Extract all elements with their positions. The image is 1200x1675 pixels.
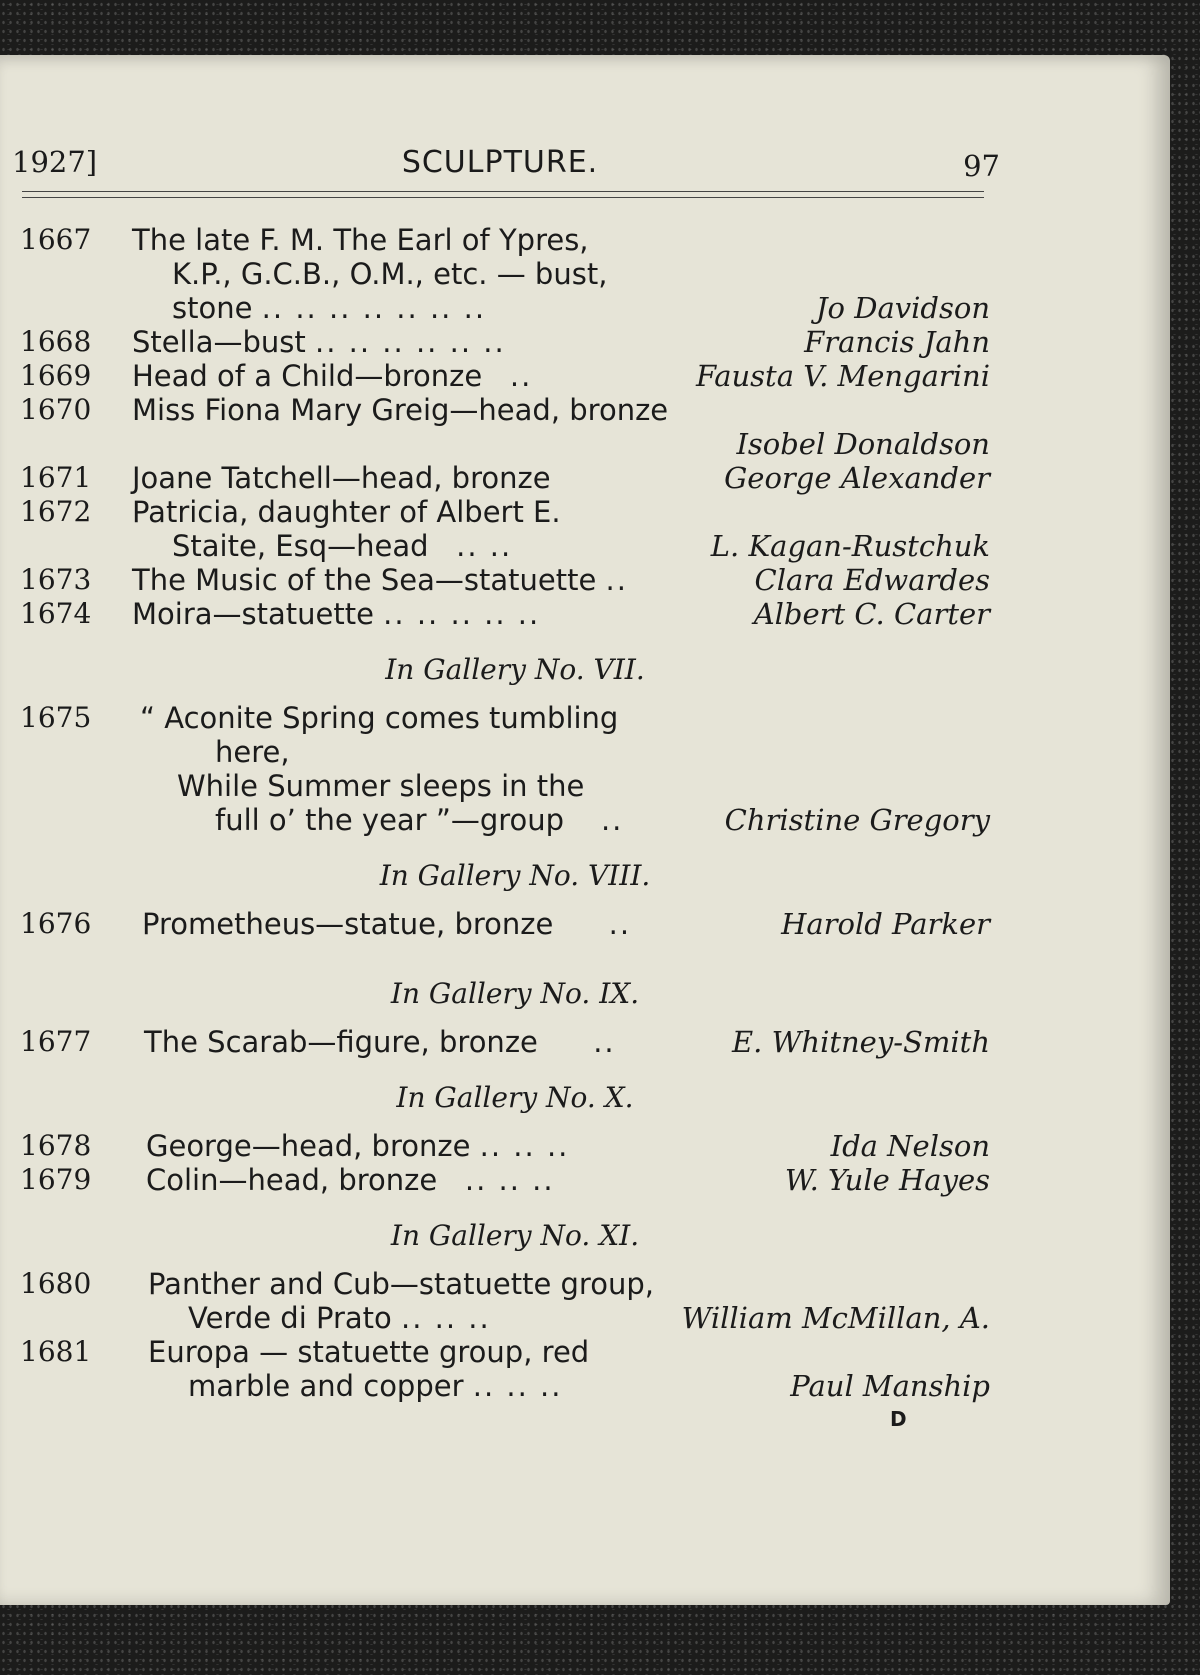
artist-name: Ida Nelson bbox=[830, 1129, 990, 1163]
gallery-heading: In Gallery No. VIII. bbox=[379, 859, 651, 892]
catalogue-entry bbox=[0, 461, 1000, 495]
entry-title-cont bbox=[215, 803, 623, 837]
entry-number: 1671 bbox=[20, 461, 92, 494]
entry-number: 1667 bbox=[20, 223, 92, 256]
catalogue-entry bbox=[0, 907, 1000, 941]
leader-dots: .. .. .. .. .. .. bbox=[315, 325, 506, 359]
artist-name: George Alexander bbox=[724, 461, 990, 495]
entry-title-text: The Scarab—figure, bronze bbox=[144, 1025, 538, 1059]
entry-title bbox=[142, 907, 631, 941]
entry-title bbox=[144, 1025, 616, 1059]
catalogue-entry bbox=[0, 223, 1000, 325]
entry-title-text: Verde di Prato bbox=[188, 1301, 392, 1335]
leader-dots: .. bbox=[608, 907, 632, 941]
page-title: SCULPTURE. bbox=[401, 145, 599, 180]
catalogue-entry bbox=[0, 393, 1000, 461]
entry-title bbox=[146, 1129, 569, 1163]
entry-title-cont: While Summer sleeps in the bbox=[177, 769, 585, 803]
leader-dots: .. .. .. .. .. bbox=[383, 597, 541, 631]
catalogue-list bbox=[0, 223, 1000, 1433]
entry-title-text: George—head, bronze bbox=[146, 1129, 471, 1163]
entry-title-text: The Music of the Sea—statuette bbox=[132, 563, 597, 597]
entry-number: 1681 bbox=[20, 1335, 92, 1368]
artist-name: Jo Davidson bbox=[815, 291, 990, 325]
gallery-heading: In Gallery No. X. bbox=[396, 1081, 634, 1114]
artist-name: Harold Parker bbox=[781, 907, 990, 941]
artist-name: Isobel Donaldson bbox=[736, 427, 990, 461]
catalogue-entry bbox=[0, 597, 1000, 631]
entry-title-text: Prometheus—statue, bronze bbox=[142, 907, 554, 941]
entry-number: 1678 bbox=[20, 1129, 92, 1162]
leader-dots: .. bbox=[593, 1025, 616, 1059]
entry-number: 1670 bbox=[20, 393, 92, 426]
header-rule-top bbox=[22, 191, 984, 192]
entry-title-text: Stella—bust bbox=[132, 325, 306, 359]
entry-title-text: full o’ the year ”—group bbox=[215, 803, 565, 837]
gallery-heading: In Gallery No. XI. bbox=[390, 1219, 640, 1252]
entry-number: 1677 bbox=[20, 1025, 92, 1058]
entry-title bbox=[146, 1163, 555, 1197]
artist-name: William McMillan, A. bbox=[681, 1301, 990, 1335]
entry-title-text: Head of a Child—bronze bbox=[132, 359, 483, 393]
book-page bbox=[0, 55, 1170, 1605]
entry-title-cont: here, bbox=[215, 735, 290, 769]
artist-name: Albert C. Carter bbox=[753, 597, 990, 631]
entry-title bbox=[132, 359, 532, 393]
entry-title: Joane Tatchell—head, bronze bbox=[132, 461, 551, 495]
catalogue-entry bbox=[0, 1025, 1000, 1059]
artist-name: Francis Jahn bbox=[804, 325, 990, 359]
artist-name: E. Whitney-Smith bbox=[731, 1025, 990, 1059]
entry-title: Miss Fiona Mary Greig—head, bronze bbox=[132, 393, 669, 427]
leader-dots: .. .. .. bbox=[472, 1369, 563, 1403]
entry-number: 1675 bbox=[20, 701, 92, 734]
gallery-heading: In Gallery No. IX. bbox=[390, 977, 640, 1010]
catalogue-entry bbox=[0, 1335, 1000, 1403]
entry-title bbox=[132, 563, 628, 597]
header-year: 1927] bbox=[12, 145, 98, 179]
entry-number: 1669 bbox=[20, 359, 92, 392]
page-number: 97 bbox=[963, 149, 1000, 183]
artist-name: Christine Gregory bbox=[724, 803, 990, 837]
catalogue-entry bbox=[0, 1163, 1000, 1197]
entry-number: 1680 bbox=[20, 1267, 92, 1300]
leader-dots: .. bbox=[605, 563, 628, 597]
catalogue-entry bbox=[0, 359, 1000, 393]
entry-title bbox=[132, 597, 540, 631]
entry-number: 1679 bbox=[20, 1163, 92, 1196]
catalogue-entry bbox=[0, 701, 1000, 837]
leader-dots: .. bbox=[509, 359, 533, 393]
leader-dots: .. .. bbox=[456, 529, 513, 563]
running-header bbox=[0, 145, 1000, 185]
entry-title: Patricia, daughter of Albert E. bbox=[132, 495, 561, 529]
entry-title-cont bbox=[188, 1301, 491, 1335]
catalogue-entry bbox=[0, 563, 1000, 597]
signature-mark: D bbox=[890, 1407, 907, 1431]
entry-title bbox=[132, 325, 506, 359]
artist-name: Paul Manship bbox=[790, 1369, 990, 1403]
entry-title: Europa — statuette group, red bbox=[148, 1335, 590, 1369]
entry-number: 1673 bbox=[20, 563, 92, 596]
entry-title-cont bbox=[172, 291, 486, 325]
leader-dots: .. .. .. bbox=[401, 1301, 491, 1335]
entry-title-cont bbox=[172, 529, 512, 563]
artist-name: Clara Edwardes bbox=[754, 563, 990, 597]
leader-dots: .. .. .. bbox=[464, 1163, 555, 1197]
header-rule-bottom bbox=[22, 197, 984, 198]
entry-number: 1676 bbox=[20, 907, 92, 940]
artist-name: L. Kagan-Rustchuk bbox=[710, 529, 990, 563]
artist-name: Fausta V. Mengarini bbox=[696, 359, 990, 393]
entry-number: 1668 bbox=[20, 325, 92, 358]
leader-dots: .. bbox=[600, 803, 624, 837]
leader-dots: .. .. .. .. .. .. .. bbox=[261, 291, 487, 325]
catalogue-entry bbox=[0, 495, 1000, 563]
entry-title-text: marble and copper bbox=[188, 1369, 464, 1403]
entry-title-cont bbox=[188, 1369, 562, 1403]
catalogue-entry bbox=[0, 1129, 1000, 1163]
entry-title: Panther and Cub—statuette group, bbox=[148, 1267, 654, 1301]
entry-number: 1674 bbox=[20, 597, 92, 630]
gallery-heading: In Gallery No. VII. bbox=[385, 653, 645, 686]
entry-title: The late F. M. The Earl of Ypres, bbox=[132, 223, 589, 257]
entry-title-cont: K.P., G.C.B., O.M., etc. — bust, bbox=[172, 257, 608, 291]
catalogue-entry bbox=[0, 1267, 1000, 1335]
entry-title-text: Staite, Esq—head bbox=[172, 529, 429, 563]
entry-title-text: Colin—head, bronze bbox=[146, 1163, 438, 1197]
entry-number: 1672 bbox=[20, 495, 92, 528]
entry-material: stone bbox=[172, 291, 253, 325]
entry-title-text: Moira—statuette bbox=[132, 597, 374, 631]
leader-dots: .. .. .. bbox=[479, 1129, 570, 1163]
catalogue-entry bbox=[0, 325, 1000, 359]
entry-title: “ Aconite Spring comes tumbling bbox=[140, 701, 619, 735]
artist-name: W. Yule Hayes bbox=[784, 1163, 990, 1197]
